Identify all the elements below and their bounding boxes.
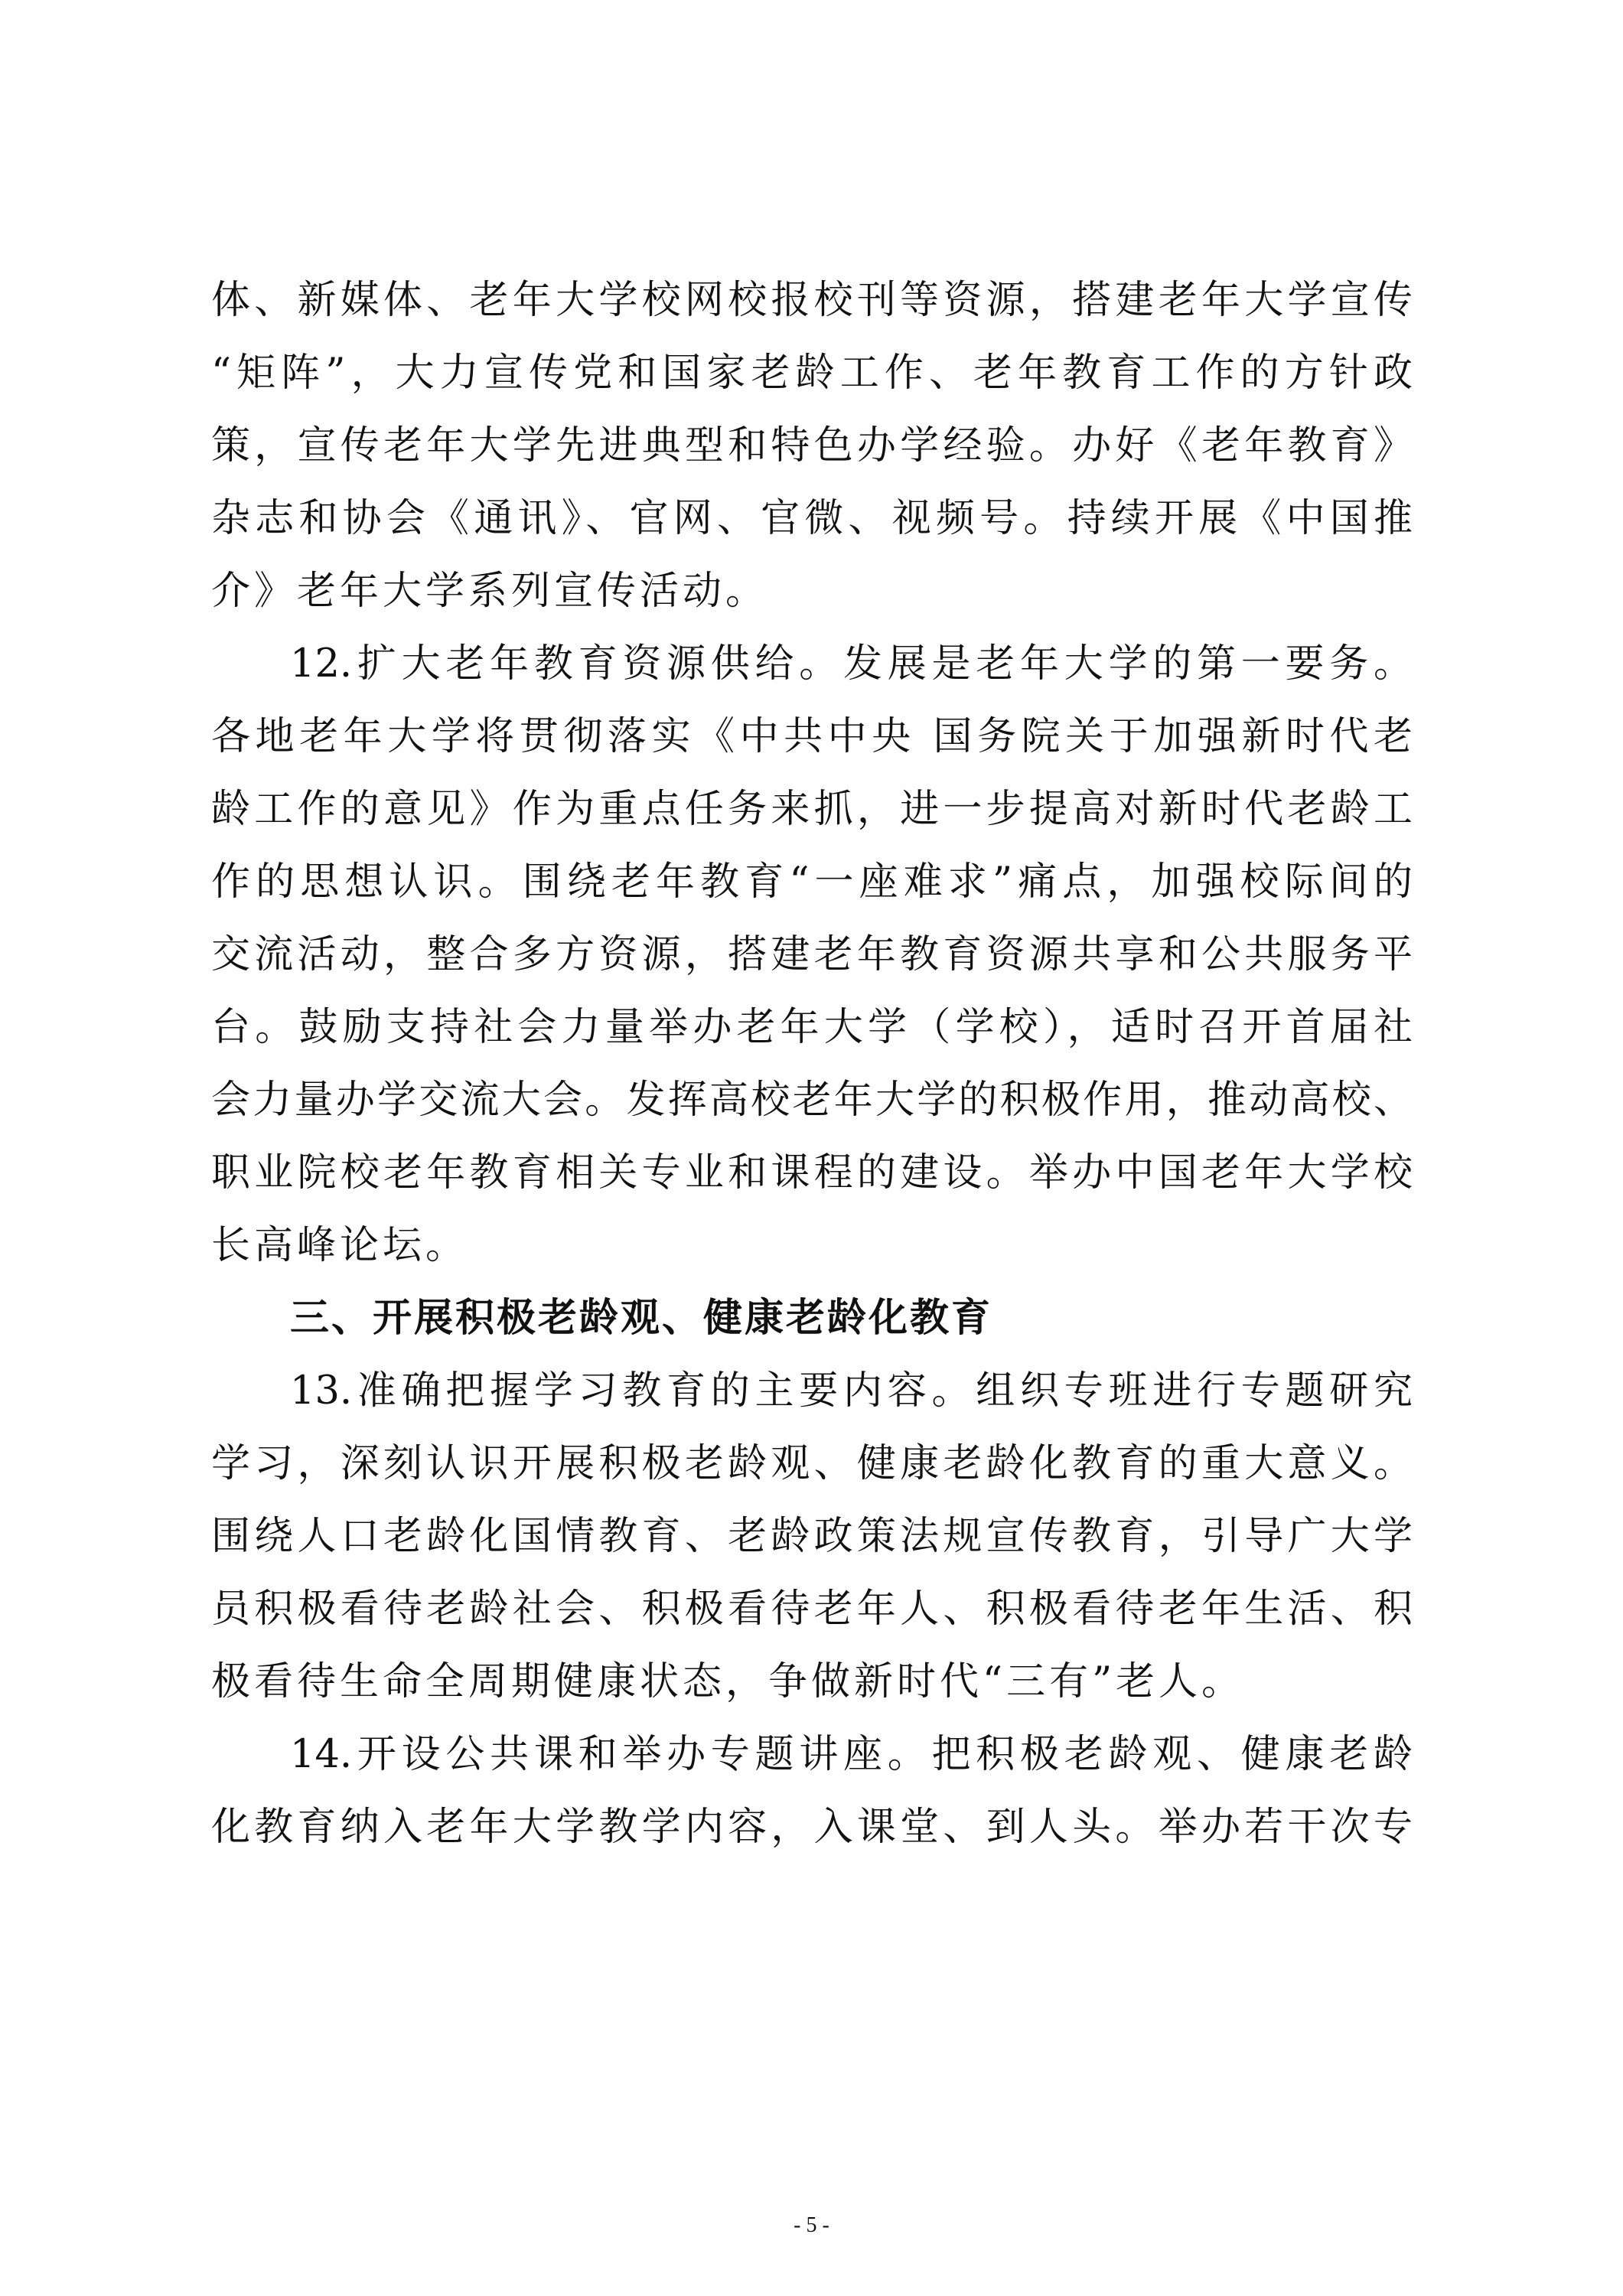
- text-line: 介》老年大学系列宣传活动。: [211, 569, 769, 614]
- text-line: 台。鼓励支持社会力量举办老年大学（学校），适时召开首届社: [211, 1005, 1413, 1050]
- text-line: 体、新媒体、老年大学校网校报校刊等资源，搭建老年大学宣传: [211, 278, 1413, 323]
- text-line: 杂志和协会《通讯》、官网、官微、视频号。持续开展《中国推: [211, 496, 1413, 541]
- paragraph-14-start: 14.开设公共课和举办专题讲座。把积极老龄观、健康老龄: [290, 1732, 1413, 1777]
- text-line: 会力量办学交流大会。发挥高校老年大学的积极作用，推动高校、: [211, 1078, 1413, 1123]
- text-line: 龄工作的意见》作为重点任务来抓，进一步提高对新时代老龄工: [211, 787, 1413, 832]
- text-line: 围绕人口老龄化国情教育、老龄政策法规宣传教育，引导广大学: [211, 1514, 1413, 1559]
- text-line: 长高峰论坛。: [211, 1223, 469, 1268]
- page-number: - 5 -: [794, 2213, 829, 2237]
- paragraph-13-start: 13.准确把握学习教育的主要内容。组织专班进行专题研究: [290, 1368, 1413, 1414]
- text-line: “矩阵”，大力宣传党和国家老龄工作、老年教育工作的方针政: [211, 351, 1413, 396]
- text-line: 交流活动，整合多方资源，搭建老年教育资源共享和公共服务平: [211, 932, 1413, 977]
- text-line: 作的思想认识。围绕老年教育“一座难求”痛点，加强校际间的: [211, 859, 1413, 905]
- text-line: 化教育纳入老年大学教学内容，入课堂、到人头。举办若干次专: [211, 1805, 1413, 1850]
- text-line: 策，宣传老年大学先进典型和特色办学经验。办好《老年教育》: [211, 423, 1413, 468]
- text-line: 极看待生命全周期健康状态，争做新时代“三有”老人。: [211, 1659, 1245, 1704]
- text-line: 员积极看待老龄社会、积极看待老年人、积极看待老年生活、积: [211, 1587, 1413, 1632]
- text-line: 各地老年大学将贯彻落实《中共中央 国务院关于加强新时代老: [211, 714, 1413, 759]
- text-line: 职业院校老年教育相关专业和课程的建设。举办中国老年大学校: [211, 1150, 1413, 1195]
- section-heading: 三、开展积极老龄观、健康老龄化教育: [290, 1296, 993, 1341]
- document-body: [211, 264, 1413, 1864]
- text-line: 学习，深刻认识开展积极老龄观、健康老龄化教育的重大意义。: [211, 1441, 1413, 1486]
- paragraph-12-start: 12.扩大老年教育资源供给。发展是老年大学的第一要务。: [290, 641, 1413, 687]
